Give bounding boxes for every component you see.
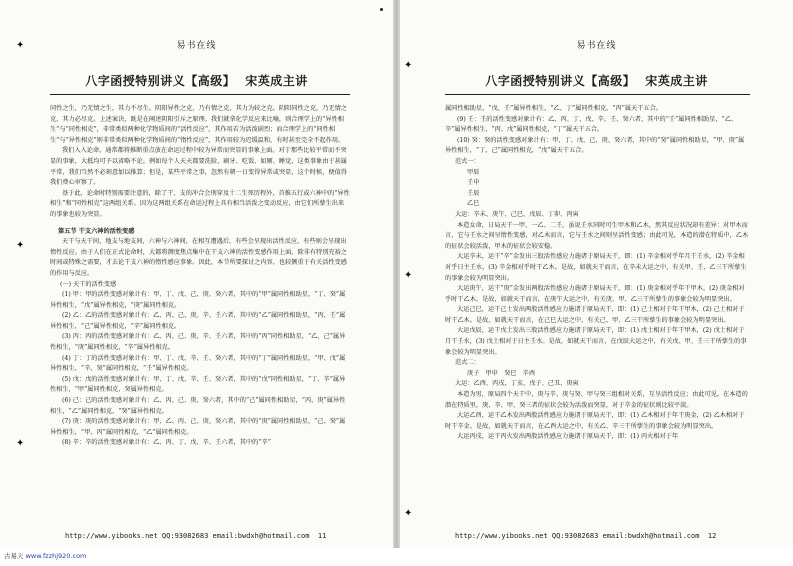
list-item: (3) 丙：丙的活性变感对象计有：乙、丙、己、庚、辛、壬六者，其中的“丙”同性相助星，“乙、己”属异性相生，“庚”属同性相克，“辛”属异性相克。 — [50, 333, 346, 352]
title-rule — [50, 94, 350, 95]
paragraph: 天干与天干间，地支与地支间，六神与六神间，在相互遭遇后，有些会呈现出活性反应，有些则会呈现出惰性反应。由于人们在正式论命时，大都将测度焦点集中在干支六神的活性变感作用上面，除非有特别充裕之时间或特殊之需要，才去论干支六神的惰性感应事象。因此，本节所要探讨之内容，也较侧重于有关活性变感的作用与反应。 — [50, 238, 347, 277]
binding-mark-icon: ✦ — [404, 60, 413, 71]
left-page — [0, 0, 393, 548]
chart-pillar: 甲辰 — [467, 168, 480, 176]
paragraph: 本造为男，原局四个天干中，庚与辛、庚与癸、甲与癸三组相对关系，互呈活性反应；由此可见，在本造的潜在特质里，庚、辛、甲、癸三者的征状会较为活泼而突显，对于辛金的征状则比较平淡。 — [445, 391, 748, 409]
chart-pillar: 乙巳 — [467, 200, 480, 208]
bottom-strip — [0, 548, 793, 566]
page-number: 12 — [707, 532, 717, 540]
page-number: 11 — [317, 532, 327, 540]
section-heading: 第五节 干支六神的活性变感 — [58, 227, 135, 235]
list-item: (1) 甲：甲的活性变感对象计有：甲、丁、戊、己、庚、癸六者，其中的“甲”属同性相助星，“丁、癸”属异性相生，“戊”属异性相克，“庚”属同性相克。 — [50, 291, 346, 309]
right-body — [445, 104, 750, 443]
paragraph: 本造女命，日局天干一甲、一乙、二壬，虽说壬水同时可生甲木和乙木，然其反应状况却有差异：对甲木而言，它与壬水之间呈惰性变感，对乙木而言，它与壬水之间则呈活性变感；由此可见，本造的潜在特质中，乙木的征状会较活泼，甲木的征状会较安稳。 — [445, 221, 749, 250]
list-item: (10) 癸：癸的活性变感对象计有：甲、丁、戊、己、庚、癸六者，其中的“癸”属同性相助星，“甲、庚”属异性相生，“丁、己”属同性相克，“戊”属天干五合。 — [445, 136, 745, 155]
title-rule — [445, 94, 750, 95]
list-item: (5) 戊：戊的活性变感对象计有：甲、丁、戊、辛、壬、癸六者，其中的“戊”同性相助星，“丁、辛”属异性相生，“甲”属同性相克，癸属异性相克。 — [50, 375, 346, 394]
example-label: 范式二： — [455, 359, 480, 367]
book-gutter — [393, 0, 400, 548]
paragraph: 大运庚午，运干“庚”金发出两股活性感应力施诸于原局天干，即：(1) 庚金相对乎年干甲木，(2) 庚金相对乎时干乙木。是故，如就天干而言，在庚午大运之中，有关庚、甲、乙三干所孳生的事象会较为明显突出。 — [445, 285, 745, 303]
right-page — [400, 0, 793, 548]
course-title — [400, 72, 793, 89]
footer-text: http://www.yibooks.net QQ:93082683 email:bwdxh@hotmail.com — [455, 532, 700, 540]
chart-pillar: 壬辰 — [467, 189, 480, 197]
watermark-prefix: 古易天 — [4, 552, 24, 560]
paragraph: 基于此，论命时特别需要注意的，除了干、支的冲合会刑穿及十二生死历程外，首推五行或六神中的“异性相生”和“同性相克”这两组关系。因为这两组关系在命运过程上具有相当活泼之变动反应，由它们所孳生出来的事象也较为突显。 — [50, 189, 350, 218]
paragraph: 大运戊辰，运干戊土发出三股活性感应力施诸于原局天干，即：(1) 戊土相对于年干甲木，(2) 戊土相对于月干壬水，(3) 戊土相对于日主壬水。是故，如就天干而言，在戊辰大运之中，有关戊、甲、壬三干所孳生的事象会较为明显突出。 — [445, 327, 747, 356]
paragraph: 大运丙戌，运干丙火发出两股活性感应力施诸于原局天干，即：(1) 丙火相对于年 — [457, 433, 679, 441]
paragraph: 属同性相助星，“戊、壬”属异性相生，“乙、丁”属同性相克，“丙”属天干五合。 — [445, 105, 662, 112]
binding-mark-icon: ✦ — [16, 240, 25, 251]
running-head: 易书在线 — [176, 41, 217, 51]
paragraph: 同性之生，乃无情之生，其力不尽生。阴阳异性之克，乃有情之克，其力为较之克。阴阳同性之克，乃无情之克，其力必尽克。上述案诀，既是在阐述阴阳引斥之原理。我们就拿化学反应来比喻，则合理学上的“异性相生”与“同性相克”，非常类似两种化学物质间的“活性反应”，其作用若为活泼剧烈；而合理学上的“同性相生”与“异性相克”则非常类似两种化学物质间的“惰性反应”，其作用较为迟缓温和，有时甚至完全不起作用。 — [50, 105, 347, 144]
paragraph: 我们入入论命，通常都将推断重点放在命运过程中较为异常而突显的事象上面。对于那些比较平常而不突显的事象，大抵均可予以省略不论。例如每个人天天都要洗脸、刷牙、吃饭、如厕、睡觉，这类事象由于甚属平常，我们当然不必刻意加以推算；但是，某些平常之事，忽然有朝一日变得异常或突显，这个时候，便值得我们费心审察了。 — [50, 147, 347, 187]
watermark-url: www.fzzhj920.com — [25, 552, 87, 560]
example-label: 范式一： — [455, 157, 480, 165]
paragraph: 大运辛未，运干“辛”金发出三股活性感应力施诸于原局天干，即：(1) 辛金相对乎年月干壬水，(2) 辛金相对乎日主壬水，(3) 辛金相对乎时干乙木。是故，如就天干而言，在辛未大运之中，有关甲、壬、乙三干所孳生的事象会较为明显突出。 — [445, 253, 747, 282]
dayun-line: 大运：乙酉、丙戌、丁亥、戊子、己丑、庚寅 — [455, 380, 579, 388]
list-item: (9) 壬：壬的活性变感对象计有：乙、丙、丁、戊、辛、壬、癸六者，其中的“壬”属同性相助星，“乙、辛”属异性相生，“丙、戊”属同性相克，“丁”属天干五合。 — [445, 115, 738, 134]
page-footer — [455, 532, 716, 540]
author-text: 宋英成主讲 — [645, 74, 708, 88]
footer-text: http://www.yibooks.net QQ:93082683 email:bwdxh@hotmail.com — [65, 532, 310, 540]
left-body — [50, 104, 350, 449]
subsection-heading: (一) 天干的活性变感 — [60, 280, 117, 288]
list-item: (8) 辛：辛的活性变感对象计有：乙、丙、丁、戊、辛、壬六者，其中的“辛” — [62, 439, 271, 447]
chart-line: 庚子 甲申 癸巳 辛酉 — [467, 369, 536, 377]
title-text: 八字函授特别讲义【高级】 — [85, 74, 236, 88]
list-item: (4) 丁：丁的活性变感对象计有：甲、丁、戊、辛、壬、癸六者，其中的“丁”属同性相助星，“甲、戊”属异性相生，“辛、癸”属同性相克，“壬”属异性相克。 — [50, 354, 346, 373]
binding-mark-icon: ✦ — [16, 40, 25, 51]
paragraph: 大运乙酉，运干乙木发出两股活性感应力施诸于原局天干，即：(1) 乙木相对于年干庚金，(2) 乙木相对于时干辛金。是故，如就天干而言，在乙酉大运之中，有关乙、辛三干所孳生的事象会较为明显突出。 — [445, 412, 745, 430]
binding-mark-icon: ✦ — [404, 508, 413, 519]
list-item: (7) 庚：庚的活性变感对象计有：甲、乙、丙、己、庚、癸六者，其中的“庚”属同性相助星，“己、癸”属异性相生，“甲、丙”属同性相克，“乙”属同性相克。 — [50, 418, 346, 436]
list-item: (6) 己：己的活性变感对象计有：乙、丙、己、庚、癸六者，其中的“己”属同性相助星，“丙、庚”属异性相生，“乙”属同性相克，“癸”属异性相克。 — [50, 397, 346, 415]
scan-speck — [380, 8, 383, 11]
binding-mark-icon: ✦ — [404, 270, 413, 281]
list-item: (2) 乙：乙的活性变感对象计有：乙、丙、己、庚、辛、壬六者，其中的“乙”属同性相助星，“丙、壬”属异性相生，“己”属异性相克，“辛”属同性相克。 — [50, 312, 346, 330]
paragraph: 大运己巳，运干己土发出两股活性感应力施诸于原局天干，即：(1) 己土相对于年干甲木，(2) 己土相对于时干乙木。是故，如就天干而言，在己巳大运之中，有关己、甲、乙三干所孳生的事象会较为明显突出。 — [445, 306, 745, 324]
title-text: 八字函授特别讲义【高级】 — [485, 74, 636, 88]
dayun-line: 大运：辛未、庚午、己巳、戊辰、丁卯、丙寅 — [455, 210, 579, 218]
author-text: 宋英成主讲 — [245, 74, 308, 88]
binding-mark-icon: ✦ — [16, 438, 25, 449]
page-footer — [65, 532, 326, 540]
course-title — [0, 72, 393, 89]
running-head: 易书在线 — [576, 41, 617, 51]
chart-pillar: 壬申 — [467, 179, 480, 187]
watermark — [4, 551, 86, 560]
